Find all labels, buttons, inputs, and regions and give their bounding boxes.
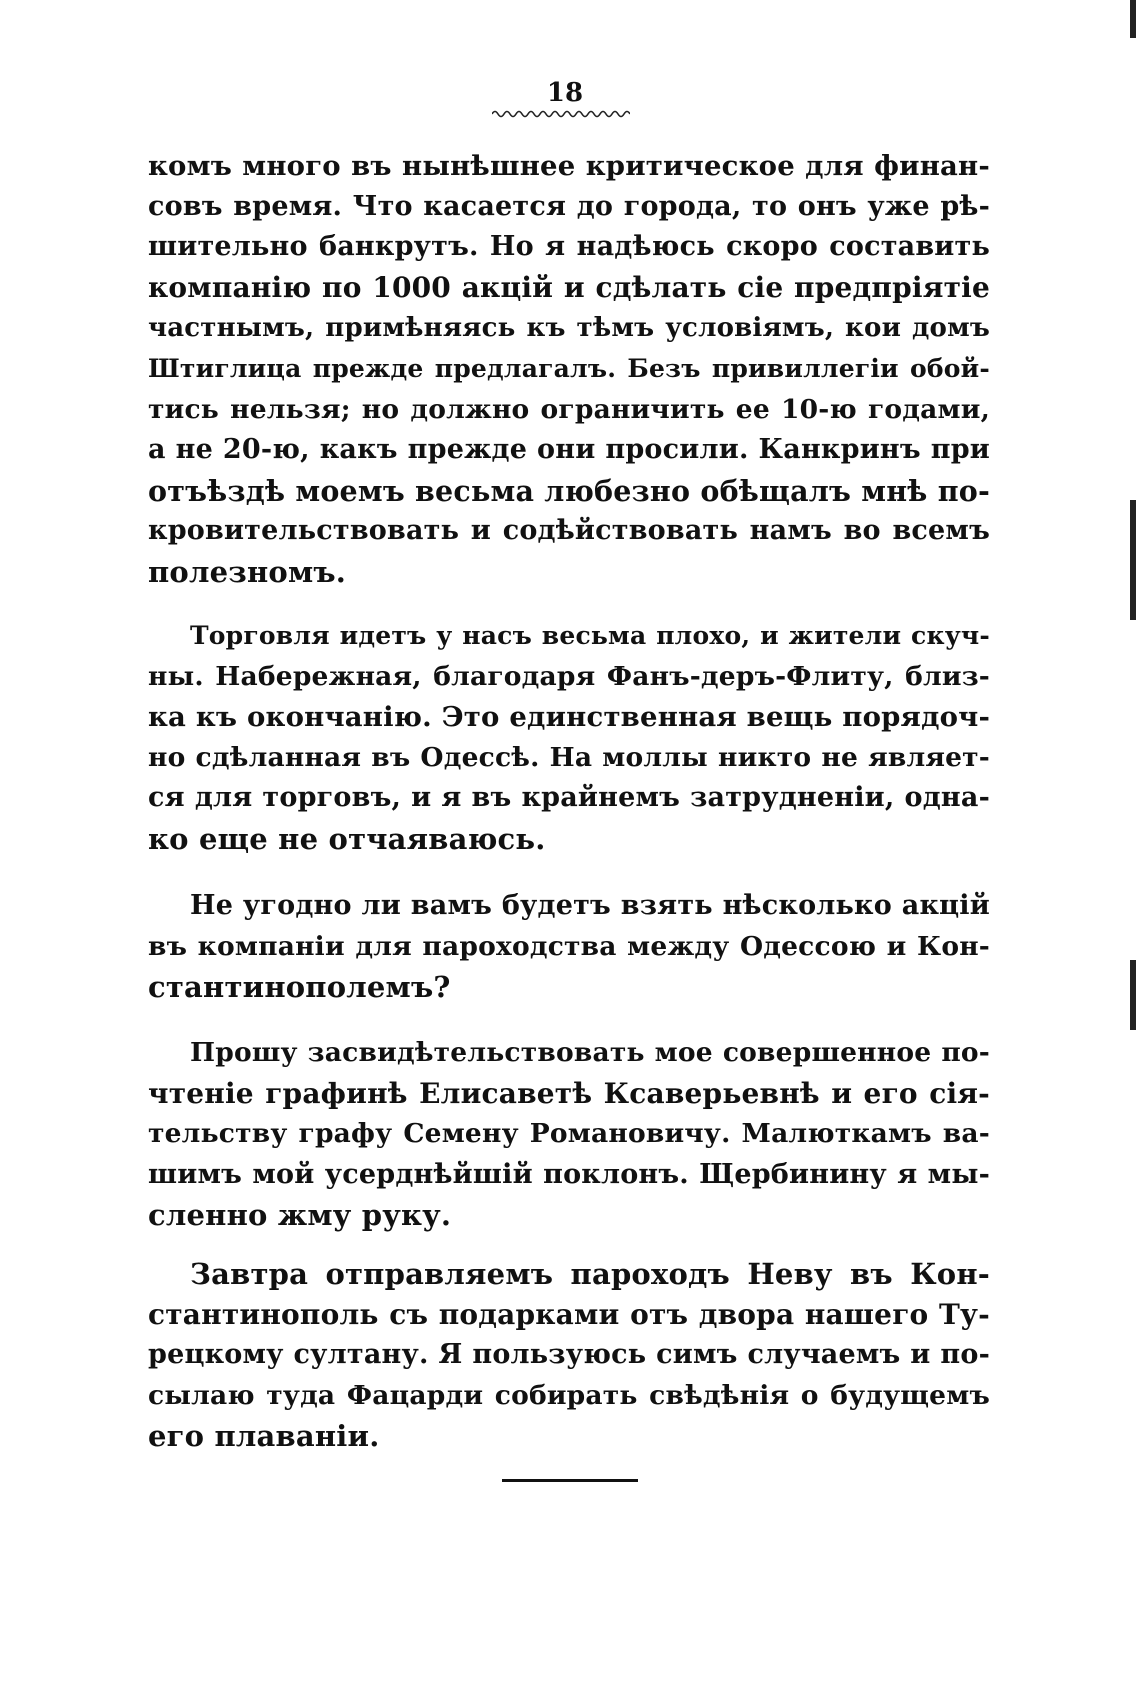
- text-line: совъ время. Что касается до города, то онъ уже рѣ-: [148, 190, 990, 222]
- paragraph-5: [148, 1254, 990, 1457]
- text-line: его плаваніи.: [148, 1419, 380, 1454]
- text-line: стантинополемъ?: [148, 970, 451, 1005]
- paragraph-3: [148, 886, 990, 1008]
- text-line: ся для торговъ, и я въ крайнемъ затрудненіи, одна-: [148, 782, 990, 814]
- text-line: чтеніе графинѣ Елисаветѣ Ксаверьевнѣ и его сія-: [148, 1076, 990, 1110]
- scan-edge-mark: [1130, 0, 1136, 38]
- text-line: кровительствовать и содѣйствовать намъ во всемъ: [148, 515, 990, 547]
- text-line: ны. Набережная, благодаря Фанъ-деръ-Флиту, близ-: [148, 660, 990, 692]
- text-line: Прошу засвидѣтельствовать мое совершенное по-: [190, 1037, 990, 1068]
- text-line: но сдѣланная въ Одессѣ. На моллы никто не являет-: [148, 741, 990, 773]
- text-line: Завтра отправляемъ пароходъ Неву въ Кон-: [190, 1257, 990, 1291]
- text-line: ко еще не отчаяваюсь.: [148, 821, 546, 856]
- text-line: сленно жму руку.: [148, 1198, 452, 1233]
- text-line: стантинополь съ подарками отъ двора нашего Ту-: [148, 1297, 990, 1331]
- text-line: отъѣздѣ моемъ весьма любезно обѣщалъ мнѣ по-: [148, 473, 990, 508]
- text-line: шительно банкрутъ. Но я надѣюсь скоро составить: [148, 231, 990, 263]
- text-line: Штиглица прежде предлагалъ. Безъ привиллегіи обой-: [148, 353, 990, 383]
- closing-rule: [502, 1479, 638, 1482]
- text-line: рецкому султану. Я пользуюсь симъ случаемъ и по-: [148, 1339, 990, 1371]
- text-line: ка къ окончанію. Это единственная вещь порядоч-: [148, 701, 991, 734]
- scan-edge-mark: [1130, 500, 1136, 620]
- text-line: компанію по 1000 акцій и сдѣлать сіе предпріятіе: [148, 270, 990, 304]
- text-line: въ компаніи для пароходства между Одессою и Кон-: [148, 930, 990, 962]
- text-line: комъ много въ нынѣшнее критическое для финан-: [148, 150, 990, 182]
- text-line: полезномъ.: [148, 554, 347, 589]
- text-line: сылаю туда Фацарди собирать свѣдѣнія о будущемъ: [148, 1379, 990, 1411]
- text-line: Торговля идетъ у насъ весьма плохо, и жители скуч-: [190, 621, 990, 650]
- paragraph-1: [148, 146, 990, 593]
- paragraph-4: [148, 1033, 990, 1236]
- text-line: шимъ мой усерднѣйшій поклонъ. Щербинину я мы-: [148, 1158, 990, 1190]
- text-line: тись нельзя; но должно ограничить ее 10-ю годами,: [148, 393, 990, 425]
- paragraph-2: [148, 616, 990, 860]
- page-number: 18: [546, 78, 584, 108]
- text-line: частнымъ, примѣняясь къ тѣмъ условіямъ, кои домъ: [148, 313, 990, 344]
- text-line: тельству графу Семену Романовичу. Малюткамъ ва-: [148, 1118, 990, 1150]
- scan-edge-mark: [1130, 960, 1136, 1030]
- text-line: Не угодно ли вамъ будетъ взять нѣсколько акцій: [190, 890, 990, 921]
- wavy-rule-ornament: [492, 108, 630, 118]
- text-line: а не 20-ю, какъ прежде они просили. Канкринъ при: [148, 434, 990, 466]
